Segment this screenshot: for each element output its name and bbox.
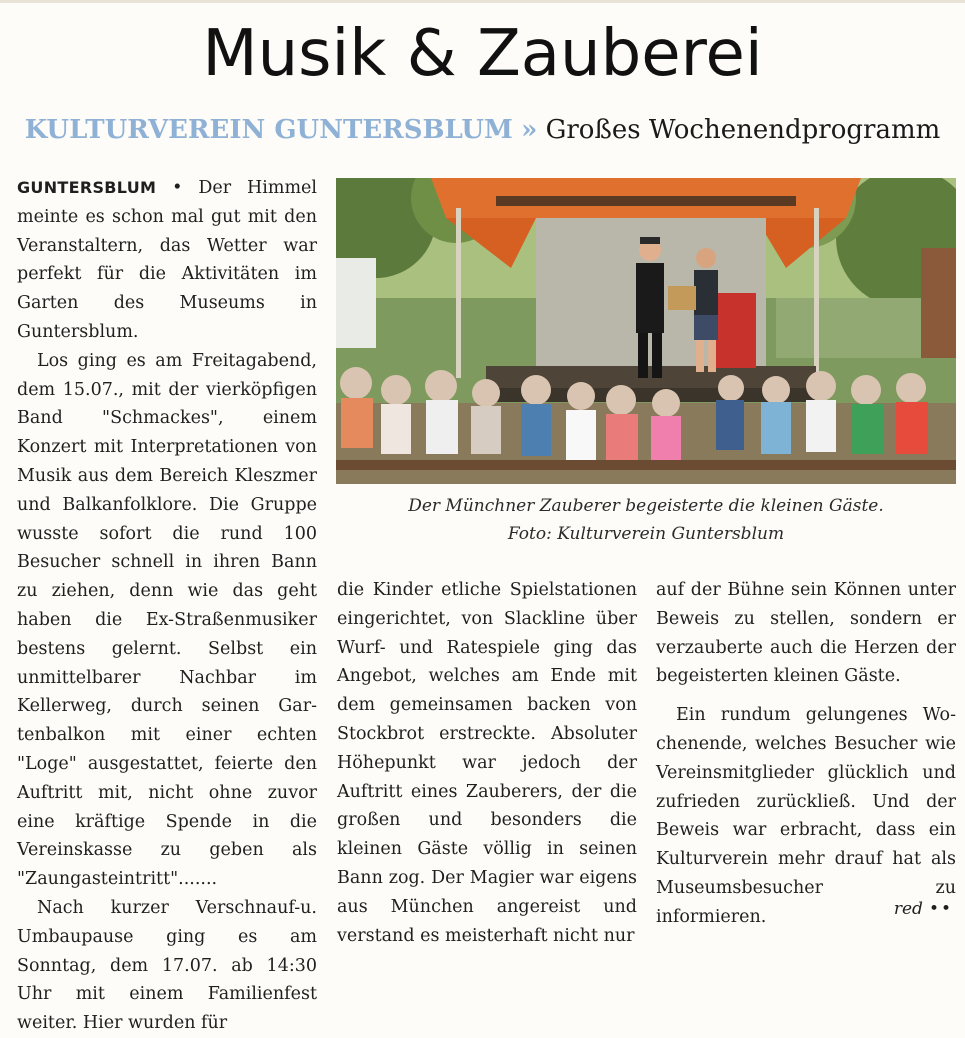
article-headline: Musik & Zauberei (202, 17, 763, 91)
paragraph: auf der Bühne sein Können unter Beweis zu stellen, sondern er verzauberte auch die Herzen der begeisterten kleinen Gäste. (656, 580, 956, 687)
dateline-bullet: • (172, 178, 183, 198)
author-initials: red (893, 899, 923, 919)
photo-caption (336, 492, 956, 548)
page-top-edge (0, 0, 965, 3)
article-column-2 (337, 576, 637, 950)
subheading-title: Großes Wochenendprogramm (545, 115, 941, 145)
paragraph-intro (17, 174, 317, 347)
article-subheading (0, 112, 965, 148)
paragraph: die Kinder etliche Spielstationen eingerichtet, von Slackline über Wurf- und Ratespiele ging das Angebot, welches am Ende mit dem gemeinsamen backen von Stockbrot erstreckte. Absoluter Höhepunkt war jedoch der Auftritt eines Zauberers, der die großen und besonders die kleinen Gäste völlig in seinen Bann zog. Der Magier war eigens aus München angereist und verstand es meisterhaft nicht nur (337, 580, 637, 946)
author-signoff (894, 896, 953, 922)
article-column-1 (17, 174, 317, 1038)
paragraph-text: Der Himmel meinte es schon mal gut mit den Veranstaltern, das Wetter war perfekt für die Aktivitäten im Garten des Museums in Guntersblum. (17, 178, 317, 342)
article-column-3 (656, 576, 956, 932)
subheading-organization: KULTURVEREIN GUNTERSBLUM (24, 115, 513, 145)
subheading-separator: » (521, 115, 538, 145)
paragraph: Ein rundum gelungenes Wochenende, welches Besucher wie Vereinsmitglieder glücklich und zufrieden zurückließ. Und der Beweis war erbracht, dass ein Kulturverein mehr drauf hat als Museumsbesucher zu informieren. (656, 705, 956, 927)
end-mark: •• (928, 899, 953, 919)
paragraph: Los ging es am Freitagabend, dem 15.07., mit der vierköpfigen Band "Schmackes", einem Konzert mit Interpretationen von Musik aus dem Bereich Kleszmer und Balkanfolklore. Die Gruppe wusste sofort die rund 100 Besucher schnell in ihren Bann zu ziehen, denn wie das geht haben die Ex-Straßenmusiker bestens gelernt. Selbst ein unmittelbarer Nachbar im Kellerweg, durch seinen Gartenbalkon mit einer echten "Loge" ausgestattet, feierte den Auftritt mit, nicht ohne zuvor eine kräftige Spende in die Vereinskasse zu geben als "Zaungasteintritt"....... (17, 350, 317, 890)
caption-text: Der Münchner Zauberer begeisterte die kleinen Gäste. (408, 496, 884, 516)
magician-stage-photo (336, 178, 956, 484)
dateline: GUNTERSBLUM (17, 178, 157, 197)
article-photo (336, 178, 956, 484)
paragraph: Nach kurzer Verschnauf-u. Umbaupause ging es am Sonntag, dem 17.07. ab 14:30 Uhr mit einem Familienfest weiter. Hier wurden für (17, 897, 317, 1034)
photo-credit: Foto: Kulturverein Guntersblum (507, 524, 785, 544)
